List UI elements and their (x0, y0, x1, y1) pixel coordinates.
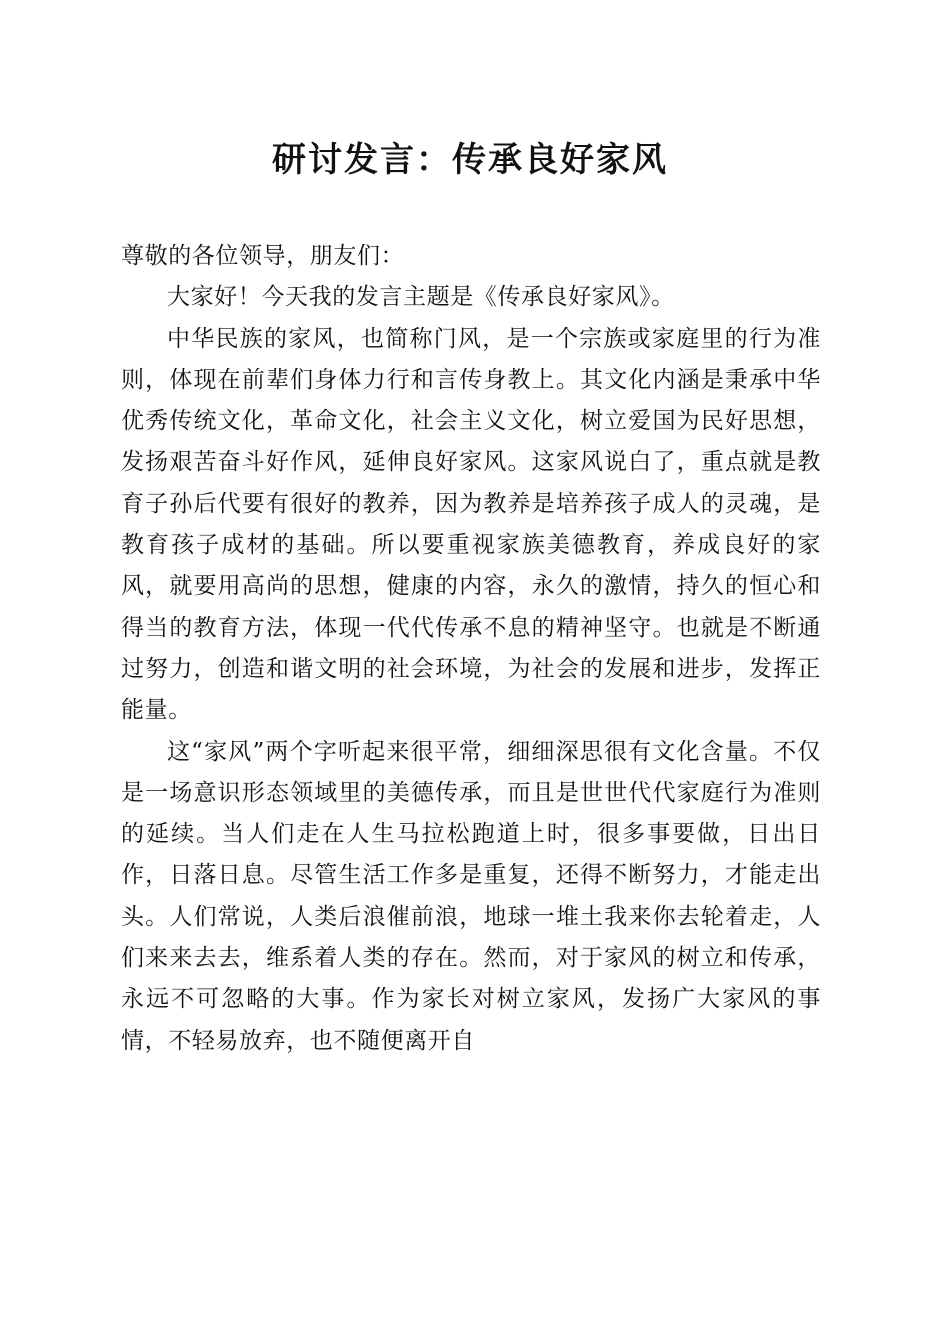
paragraph-family-tradition-meaning: 中华民族的家风，也简称门风，是一个宗族或家庭里的行为准则，体现在前辈们身体力行和言传身教上。其文化内涵是秉承中华优秀传统文化，革命文化，社会主义文化，树立爱国为民好思想，发扬艰苦奋斗好作风，延伸良好家风。这家风说白了，重点就是教育子孙后代要有很好的教养，因为教养是培养孩子成人的灵魂，是教育孩子成材的基础。所以要重视家族美德教育，养成良好的家风，就要用高尚的思想，健康的内容，永久的激情，持久的恒心和得当的教育方法，体现一代代传承不息的精神坚守。也就是不断通过努力，创造和谐文明的社会环境，为社会的发展和进步，发挥正能量。 (121, 325, 821, 724)
paragraph-greeting: 大家好！今天我的发言主题是《传承良好家风》。 (167, 284, 675, 311)
document-title: 研讨发言：传承良好家风 (272, 140, 668, 180)
paragraph-family-tradition-culture: 这“家风”两个字听起来很平常，细细深思很有文化含量。不仅是一场意识形态领域里的美德传承，而且是世世代代家庭行为准则的延续。当人们走在人生马拉松跑道上时，很多事要做，日出日作，日落日息。尽管生活工作多是重复，还得不断努力，才能走出头。人们常说，人类后浪催前浪，地球一堆土我来你去轮着走，人们来来去去，维系着人类的存在。然而，对于家风的树立和传承，永远不可忽略的大事。作为家长对树立家风，发扬广大家风的事情，不轻易放弃，也不随便离开自 (121, 738, 821, 1054)
salutation: 尊敬的各位领导，朋友们： (121, 243, 405, 269)
document-body (121, 236, 821, 1062)
